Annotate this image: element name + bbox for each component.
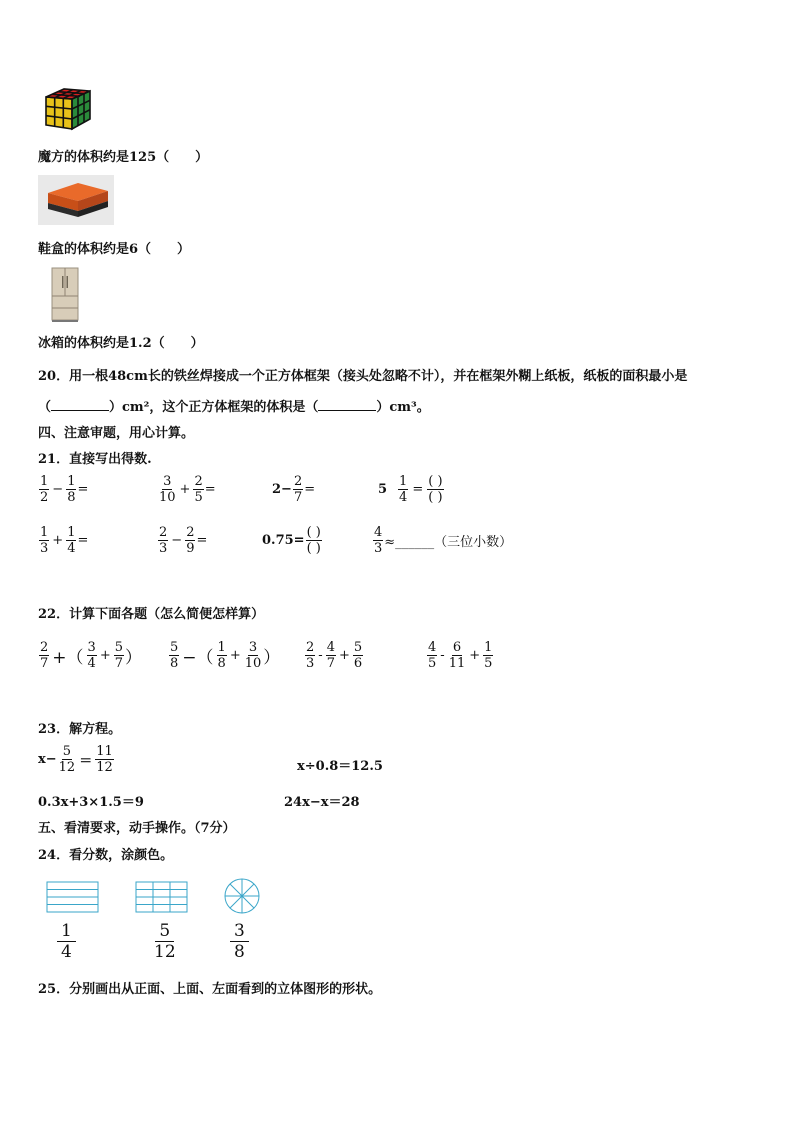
rectangle-4-parts-figure[interactable] xyxy=(46,881,100,915)
circle-8-parts-figure[interactable] xyxy=(223,877,261,915)
q21-expr-5: $\frac{1}{3}$ + $\frac{1}{4}$ = xyxy=(40,525,89,556)
q21-title: 21．直接写出得数. xyxy=(38,452,152,467)
shoebox-question: 鞋盒的体积约是6（ ） xyxy=(38,242,191,257)
fraction-label-1-4: 1 4 xyxy=(57,921,76,962)
q23-equation-2: x÷0.8＝12.5 xyxy=(297,759,383,774)
q25-title: 25．分别画出从正面、上面、左面看到的立体图形的形状。 xyxy=(38,982,382,997)
q24-title: 24．看分数，涂颜色。 xyxy=(38,848,174,863)
q21-expr-6: $\frac{2}{3}$ − $\frac{2}{9}$ = xyxy=(159,525,208,556)
q22-expr-4: $\frac{4}{5}$ - $\frac{6}{11}$ + $\frac{1}{5}$ xyxy=(428,640,493,671)
q21-expr-8: $\frac{4}{3}$ ≈______（三位小数） xyxy=(374,525,513,556)
q20-answer-blank-volume[interactable] xyxy=(318,398,376,411)
rubiks-cube-image xyxy=(42,85,94,131)
q23-equation-1: x− $\frac{5}{12}$ ＝ $\frac{11}{12}$ xyxy=(38,744,113,775)
shoebox-image xyxy=(38,175,114,225)
section-5-heading: 五、看清要求，动手操作。（7分） xyxy=(38,821,236,836)
fridge-image xyxy=(50,266,80,322)
q21-expr-3: 2− $\frac{2}{7}$ = xyxy=(272,474,316,505)
rectangle-12-parts-figure[interactable] xyxy=(135,881,189,915)
q21-expr-1: $\frac{1}{2}$ − $\frac{1}{8}$ = xyxy=(40,474,89,505)
cube-question: 魔方的体积约是125（ ） xyxy=(38,150,209,165)
section-4-heading: 四、注意审题，用心计算。 xyxy=(38,426,195,441)
q22-expr-2: $\frac{5}{8}$ −（ $\frac{1}{8}$ + $\frac{3}{10}$ ） xyxy=(170,640,281,671)
q21-expr-2: $\frac{3}{10}$ + $\frac{2}{5}$ = xyxy=(159,474,216,505)
q23-equation-4: 24x−x＝28 xyxy=(284,795,360,810)
q22-expr-3: $\frac{2}{3}$ - $\frac{4}{7}$ + $\frac{5}{6}$ xyxy=(306,640,363,671)
q22-title: 22．计算下面各题（怎么简便怎样算） xyxy=(38,607,265,622)
q22-expr-1: $\frac{2}{7}$ +（ $\frac{3}{4}$ + $\frac{5}{7}$ ） xyxy=(40,640,142,671)
q21-answer-fraction-2[interactable]: $\frac{( )}{( )}$ xyxy=(306,525,321,556)
q21-answer-fraction-1[interactable]: $\frac{( )}{( )}$ xyxy=(428,474,443,505)
q20-line1: 20．用一根48cm长的铁丝焊接成一个正方体框架（接头处忽略不计），并在框架外糊上纸板，纸板的面积最小是 xyxy=(38,369,688,384)
fridge-question: 冰箱的体积约是1.2（ ） xyxy=(38,336,204,351)
fraction-label-5-12: 5 12 xyxy=(154,921,176,962)
q21-expr-4: 5 $\frac{1}{4}$ = $\frac{( )}{( )}$ xyxy=(378,474,443,505)
q20-line2: （ ）cm²，这个正方体框架的体积是（ ）cm³。 xyxy=(38,400,430,415)
q23-equation-3: 0.3x+3×1.5＝9 xyxy=(38,795,144,810)
q20-answer-blank-area[interactable] xyxy=(51,398,109,411)
fraction-label-3-8: 3 8 xyxy=(230,921,249,962)
q23-title: 23．解方程。 xyxy=(38,722,122,737)
q21-expr-7: 0.75= $\frac{( )}{( )}$ xyxy=(262,525,321,556)
